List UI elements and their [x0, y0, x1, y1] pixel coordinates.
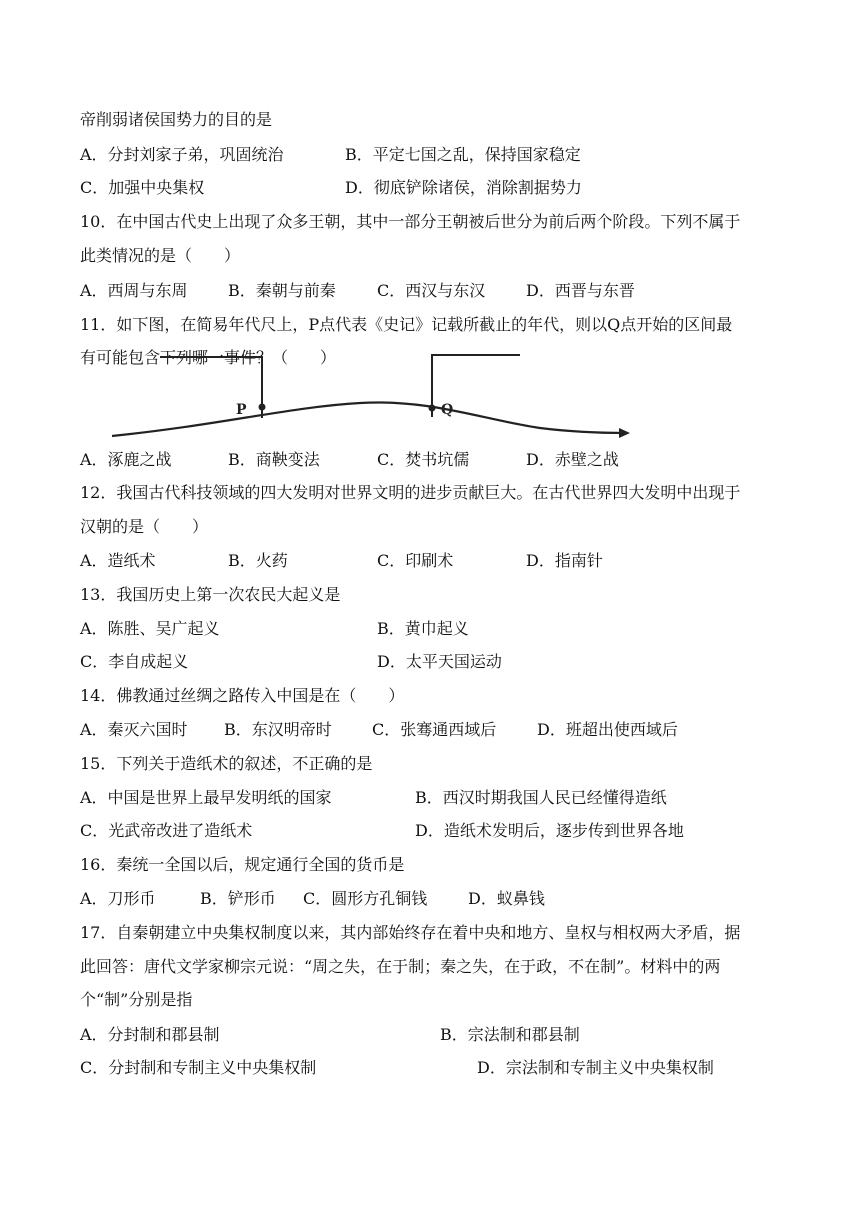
- q15-option-b: B．西汉时期我国人民已经懂得造纸: [415, 788, 667, 807]
- q14-option-a: A．秦灭六国时: [80, 720, 188, 739]
- timeline-axis: [112, 402, 626, 436]
- q13-option-b: B．黄巾起义: [377, 619, 469, 638]
- q14-stem: 14．佛教通过丝绸之路传入中国是在（ ）: [80, 686, 405, 705]
- q12-stem-line2: 汉朝的是（ ）: [80, 517, 209, 536]
- q13-stem: 13．我国历史上第一次农民大起义是: [80, 585, 341, 604]
- q9-option-c: C．加强中央集权: [80, 178, 205, 197]
- q12-option-d: D．指南针: [526, 551, 603, 570]
- q10-option-d: D．西晋与东晋: [526, 281, 635, 300]
- q17-option-a: A．分封制和郡县制: [80, 1025, 220, 1044]
- q12-option-b: B．火药: [228, 551, 288, 570]
- q10-option-c: C．西汉与东汉: [377, 281, 486, 300]
- q11-option-b: B．商鞅变法: [228, 450, 320, 469]
- q14-option-b: B．东汉明帝时: [224, 720, 332, 739]
- p-bracket: [160, 357, 262, 418]
- q10-option-a: A．西周与东周: [80, 281, 188, 300]
- q15-stem: 15．下列关于造纸术的叙述，不正确的是: [80, 754, 373, 773]
- q17-stem-line3: 个“制”分别是指: [80, 990, 193, 1009]
- q15-option-d: D．造纸术发明后，逐步传到世界各地: [415, 821, 684, 840]
- q17-stem-line1: 17．自秦朝建立中央集权制度以来，其内部始终存在着中央和地方、皇权与相权两大矛盾，据: [80, 923, 741, 942]
- q9-option-d: D．彻底铲除诸侯，消除割据势力: [345, 178, 582, 197]
- q17-option-b: B．宗法制和郡县制: [440, 1025, 580, 1044]
- q11-option-d: D．赤壁之战: [526, 450, 619, 469]
- q-label: Q: [441, 402, 454, 418]
- q14-option-d: D．班超出使西域后: [537, 720, 678, 739]
- q11-stem-line2: 有可能包含下列哪一事件？（ ）: [80, 348, 337, 367]
- p-point-dot: [259, 404, 266, 411]
- q17-option-d: D．宗法制和专制主义中央集权制: [477, 1058, 714, 1077]
- q11-stem-line1: 11．如下图，在简易年代尺上，P点代表《史记》记载所截止的年代，则以Q点开始的区间最: [80, 315, 733, 334]
- q13-option-d: D．太平天国运动: [377, 652, 502, 671]
- p-label: P: [236, 402, 247, 418]
- q15-option-a: A．中国是世界上最早发明纸的国家: [80, 788, 332, 807]
- q13-option-c: C．李自成起义: [80, 652, 189, 671]
- q16-option-c: C．圆形方孔铜钱: [303, 889, 428, 908]
- q9-stem: 帝削弱诸侯国势力的目的是: [80, 110, 273, 129]
- q16-option-d: D．蚁鼻钱: [468, 889, 545, 908]
- q-point-dot: [429, 405, 436, 412]
- q9-option-a: A．分封刘家子弟，巩固统治: [80, 145, 284, 164]
- q16-option-b: B．铲形币: [200, 889, 276, 908]
- timeline-figure: [100, 345, 640, 440]
- q13-option-a: A．陈胜、吴广起义: [80, 619, 220, 638]
- q9-option-b: B．平定七国之乱，保持国家稳定: [345, 145, 581, 164]
- q12-option-c: C．印刷术: [377, 551, 454, 570]
- q14-option-c: C．张骞通西域后: [372, 720, 497, 739]
- q12-stem-line1: 12．我国古代科技领域的四大发明对世界文明的进步贡献巨大。在古代世界四大发明中出现于: [80, 483, 741, 502]
- q17-option-c: C．分封制和专制主义中央集权制: [80, 1058, 317, 1077]
- q10-option-b: B．秦朝与前秦: [228, 281, 336, 300]
- q12-option-a: A．造纸术: [80, 551, 156, 570]
- timeline-arrow-icon: [619, 428, 630, 438]
- q10-stem-line2: 此类情况的是（ ）: [80, 246, 241, 265]
- q15-option-c: C．光武帝改进了造纸术: [80, 821, 253, 840]
- q17-stem-line2: 此回答：唐代文学家柳宗元说：“周之失，在于制；秦之失，在于政，不在制”。材料中的两: [80, 957, 721, 976]
- q11-option-c: C．焚书坑儒: [377, 450, 470, 469]
- q16-option-a: A．刀形币: [80, 889, 156, 908]
- q11-option-a: A．涿鹿之战: [80, 450, 172, 469]
- q16-stem: 16．秦统一全国以后，规定通行全国的货币是: [80, 855, 405, 874]
- q10-stem-line1: 10．在中国古代史上出现了众多王朝，其中一部分王朝被后世分为前后两个阶段。下列不属于: [80, 212, 741, 231]
